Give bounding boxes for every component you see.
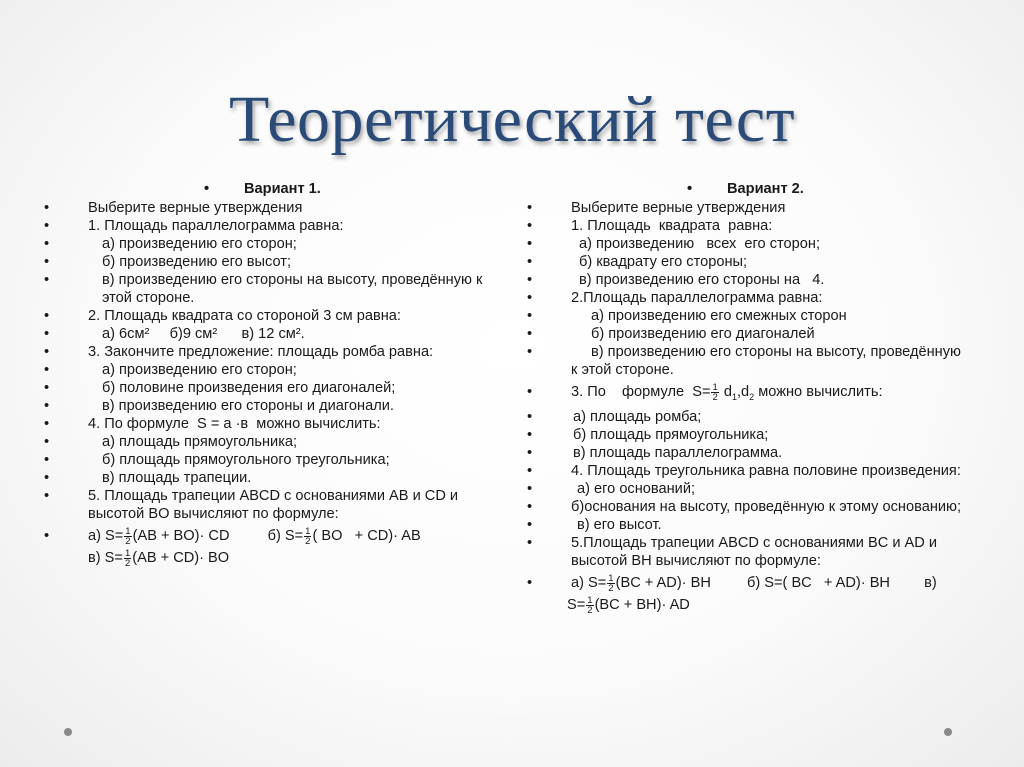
- list-item: • в) произведению его стороны на высоту, проведённую к этой стороне.: [527, 344, 961, 378]
- list-item: • в) площадь трапеции.: [44, 470, 252, 486]
- formula-line: • а) S= $\frac{1}{2}$ (BC + AD)· BH б) S=( BC + AD)· BH в): [527, 572, 937, 594]
- variant-1-column: [44, 180, 494, 569]
- list-item: • Выберите верные утверждения: [44, 200, 303, 216]
- list-item: • а) произведению его смежных сторон: [527, 308, 847, 324]
- fraction: $\frac{1}{2}$: [125, 525, 131, 547]
- list-item: • б) произведению его диагоналей: [527, 326, 815, 342]
- list-item: • 3. Закончите предложение: площадь ромба равна:: [44, 344, 434, 360]
- list-item: • б) площадь прямоугольника;: [527, 426, 769, 443]
- list-item: • 1. Площадь квадрата равна:: [527, 218, 773, 234]
- list-item: • 5. Площадь трапеции ABCD с основаниями AB и CD и высотой BO вычисляют по формуле:: [44, 488, 459, 522]
- list-item: • а) произведению всех его сторон;: [527, 236, 821, 252]
- list-item: • 2.Площадь параллелограмма равна:: [527, 290, 823, 306]
- list-item: • 1. Площадь параллелограмма равна:: [44, 218, 344, 234]
- formula-line: • 3. По формуле S= $\frac{1}{2}$ $d_1,d_2$ можно вычислить:: [527, 381, 883, 403]
- fraction: $\frac{1}{2}$: [305, 525, 311, 547]
- list-item: • в) его высот.: [527, 516, 662, 533]
- list-item: • Выберите верные утверждения: [527, 200, 786, 216]
- fraction: $\frac{1}{2}$: [608, 572, 614, 594]
- fraction: $\frac{1}{2}$: [712, 381, 718, 403]
- list-item: • б) квадрату его стороны;: [527, 254, 748, 270]
- list-item: • 5.Площадь трапеции ABCD с основаниями BC и AD и высотой BH вычисляют по формуле:: [527, 534, 938, 569]
- list-item: • а) площадь прямоугольника;: [44, 434, 298, 450]
- list-item: • а) произведению его сторон;: [44, 236, 297, 252]
- formula-line: • а) S= $\frac{1}{2}$ (AB + BO)· CD б) S= $\frac{1}{2}$ ( BO + CD)· AB: [44, 525, 421, 547]
- list-item: • а) 6см² б)9 см² в) 12 см².: [44, 326, 305, 342]
- fraction: $\frac{1}{2}$: [124, 547, 131, 569]
- list-item: • а) его оснований;: [527, 480, 696, 497]
- decorative-dot: [944, 728, 952, 736]
- list-item: • 4. Площадь треугольника равна половине произведения:: [527, 462, 961, 479]
- formula-line: в) S= $\frac{1}{2}$ (AB + CD)· BO: [88, 547, 230, 569]
- bullet: •: [687, 181, 693, 197]
- list-item: • б) половине произведения его диагоналей;: [44, 380, 396, 396]
- variant-2-column: [527, 180, 967, 616]
- list-item: • б) произведению его высот;: [44, 254, 292, 270]
- bullet: •: [204, 181, 210, 197]
- slide-title: Теоретический тест: [228, 83, 796, 156]
- list-item: • б) площадь прямоугольного треугольника;: [44, 452, 390, 468]
- variant-1-heading: • Вариант 1.: [204, 181, 321, 197]
- variant-2-heading: • Вариант 2.: [687, 181, 804, 197]
- fraction: $\frac{1}{2}$: [587, 594, 593, 616]
- list-item: • а) площадь ромба;: [527, 408, 702, 425]
- list-item: • б)основания на высоту, проведённую к этому основанию;: [527, 498, 962, 515]
- list-item: • в) произведению его стороны на 4.: [527, 272, 825, 288]
- list-item: • в) произведению его стороны на высоту, проведённую к этой стороне.: [44, 272, 483, 306]
- list-item: • 4. По формуле S = a ·в можно вычислить:: [44, 416, 381, 432]
- formula-line: S= $\frac{1}{2}$ (BC + BH)· AD: [567, 594, 690, 616]
- list-item: • в) площадь параллелограмма.: [527, 444, 783, 461]
- list-item: • 2. Площадь квадрата со стороной 3 см равна:: [44, 308, 401, 324]
- list-item: • а) произведению его сторон;: [44, 362, 297, 378]
- decorative-dot: [64, 728, 72, 736]
- list-item: • в) произведению его стороны и диагонали.: [44, 398, 394, 414]
